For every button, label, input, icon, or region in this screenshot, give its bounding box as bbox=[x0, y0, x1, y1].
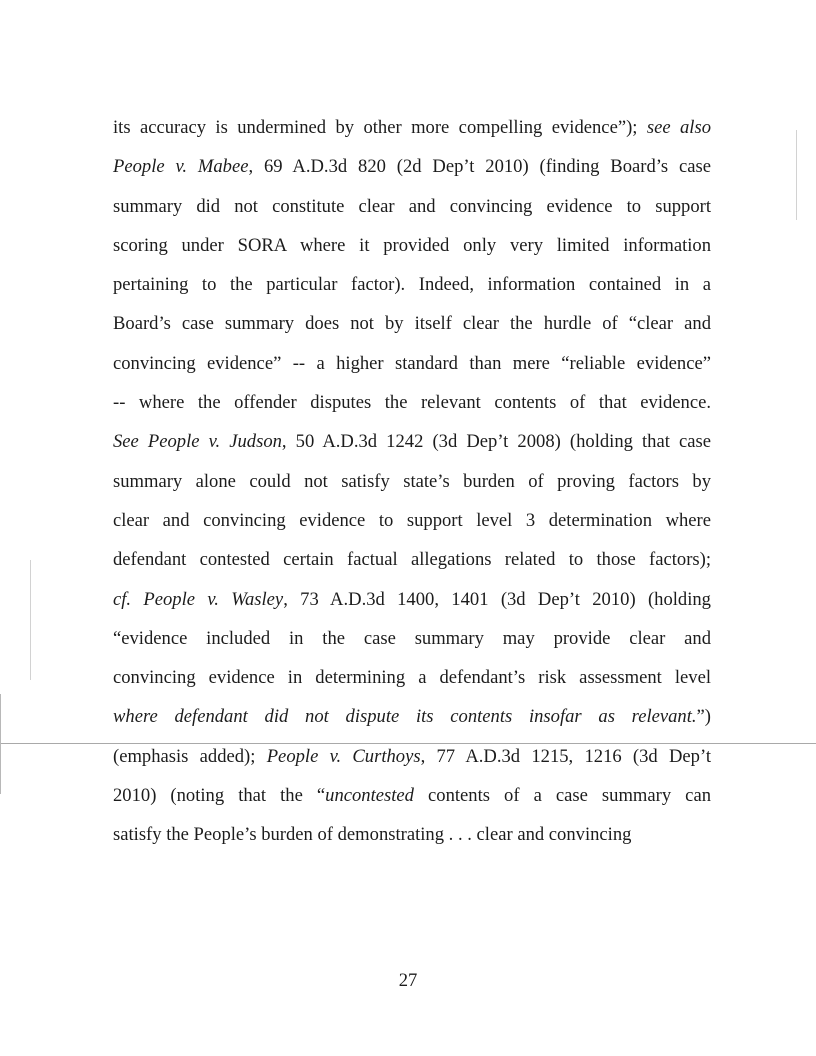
text-line bbox=[113, 815, 711, 854]
scan-margin-bracket bbox=[0, 694, 5, 794]
page-number: 27 bbox=[398, 970, 418, 991]
text-segment: defendant contested certain factual allegations related to those factors); bbox=[113, 549, 711, 571]
text-segment: contents of a case summary can bbox=[413, 785, 711, 807]
text-segment: convincing evidence in determining a defendant’s risk assessment level bbox=[113, 667, 711, 689]
scan-margin-mark bbox=[30, 560, 31, 680]
italic-text-segment: People v. Mabee bbox=[113, 156, 249, 178]
italic-text-segment: cf. People v. Wasley bbox=[113, 588, 284, 610]
text-segment: , 69 A.D.3d 820 (2d Dep’t 2010) (finding Board’s case bbox=[248, 156, 712, 178]
text-line bbox=[113, 383, 711, 422]
text-line bbox=[113, 697, 711, 736]
italic-text-segment: where defendant did not dispute its contents insofar as relevant. bbox=[113, 706, 697, 728]
text-line bbox=[113, 304, 711, 343]
text-line bbox=[113, 187, 711, 226]
italic-text-segment: see also bbox=[646, 117, 711, 138]
text-line bbox=[113, 265, 711, 304]
text-line bbox=[113, 108, 711, 147]
text-line bbox=[113, 501, 711, 540]
text-segment: , 77 A.D.3d 1215, 1216 (3d Dep’t bbox=[420, 745, 711, 767]
text-segment: summary alone could not satisfy state’s burden of proving factors by bbox=[113, 470, 711, 492]
text-segment: 2010) (noting that the “ bbox=[113, 785, 326, 807]
text-line bbox=[113, 658, 711, 697]
text-segment: Board’s case summary does not by itself clear the hurdle of “clear and bbox=[113, 313, 711, 335]
text-line bbox=[113, 147, 711, 186]
text-segment: its accuracy is undermined by other more compelling evidence”); bbox=[113, 117, 647, 138]
text-segment: , 50 A.D.3d 1242 (3d Dep’t 2008) (holding that case bbox=[281, 431, 711, 453]
text-segment: pertaining to the particular factor). Indeed, information contained in a bbox=[113, 274, 711, 296]
text-line bbox=[113, 580, 711, 619]
text-segment: ”) bbox=[696, 706, 711, 728]
italic-text-segment: uncontested bbox=[325, 785, 414, 807]
text-segment: “evidence included in the case summary may provide clear and bbox=[113, 627, 711, 649]
text-line bbox=[113, 344, 711, 383]
text-segment: satisfy the People’s burden of demonstrating . . . clear and convincing bbox=[113, 824, 632, 846]
text-line bbox=[113, 226, 711, 265]
text-segment: convincing evidence” -- a higher standard than mere “reliable evidence” bbox=[113, 352, 711, 374]
italic-text-segment: See People v. Judson bbox=[113, 431, 282, 453]
text-line bbox=[113, 619, 711, 658]
text-line bbox=[113, 737, 711, 776]
text-segment: scoring under SORA where it provided only very limited information bbox=[113, 234, 711, 256]
text-line bbox=[113, 776, 711, 815]
text-segment: -- where the offender disputes the relevant contents of that evidence. bbox=[113, 392, 711, 414]
text-segment: clear and convincing evidence to support level 3 determination where bbox=[113, 509, 711, 531]
text-line bbox=[113, 422, 711, 461]
scan-margin-mark bbox=[796, 130, 797, 220]
text-segment: , 73 A.D.3d 1400, 1401 (3d Dep’t 2010) (holding bbox=[283, 588, 711, 610]
italic-text-segment: People v. Curthoys bbox=[266, 745, 421, 767]
text-line bbox=[113, 540, 711, 579]
body-text bbox=[113, 108, 711, 855]
text-line bbox=[113, 462, 711, 501]
text-segment: (emphasis added); bbox=[113, 745, 267, 767]
text-segment: summary did not constitute clear and convincing evidence to support bbox=[113, 195, 711, 217]
